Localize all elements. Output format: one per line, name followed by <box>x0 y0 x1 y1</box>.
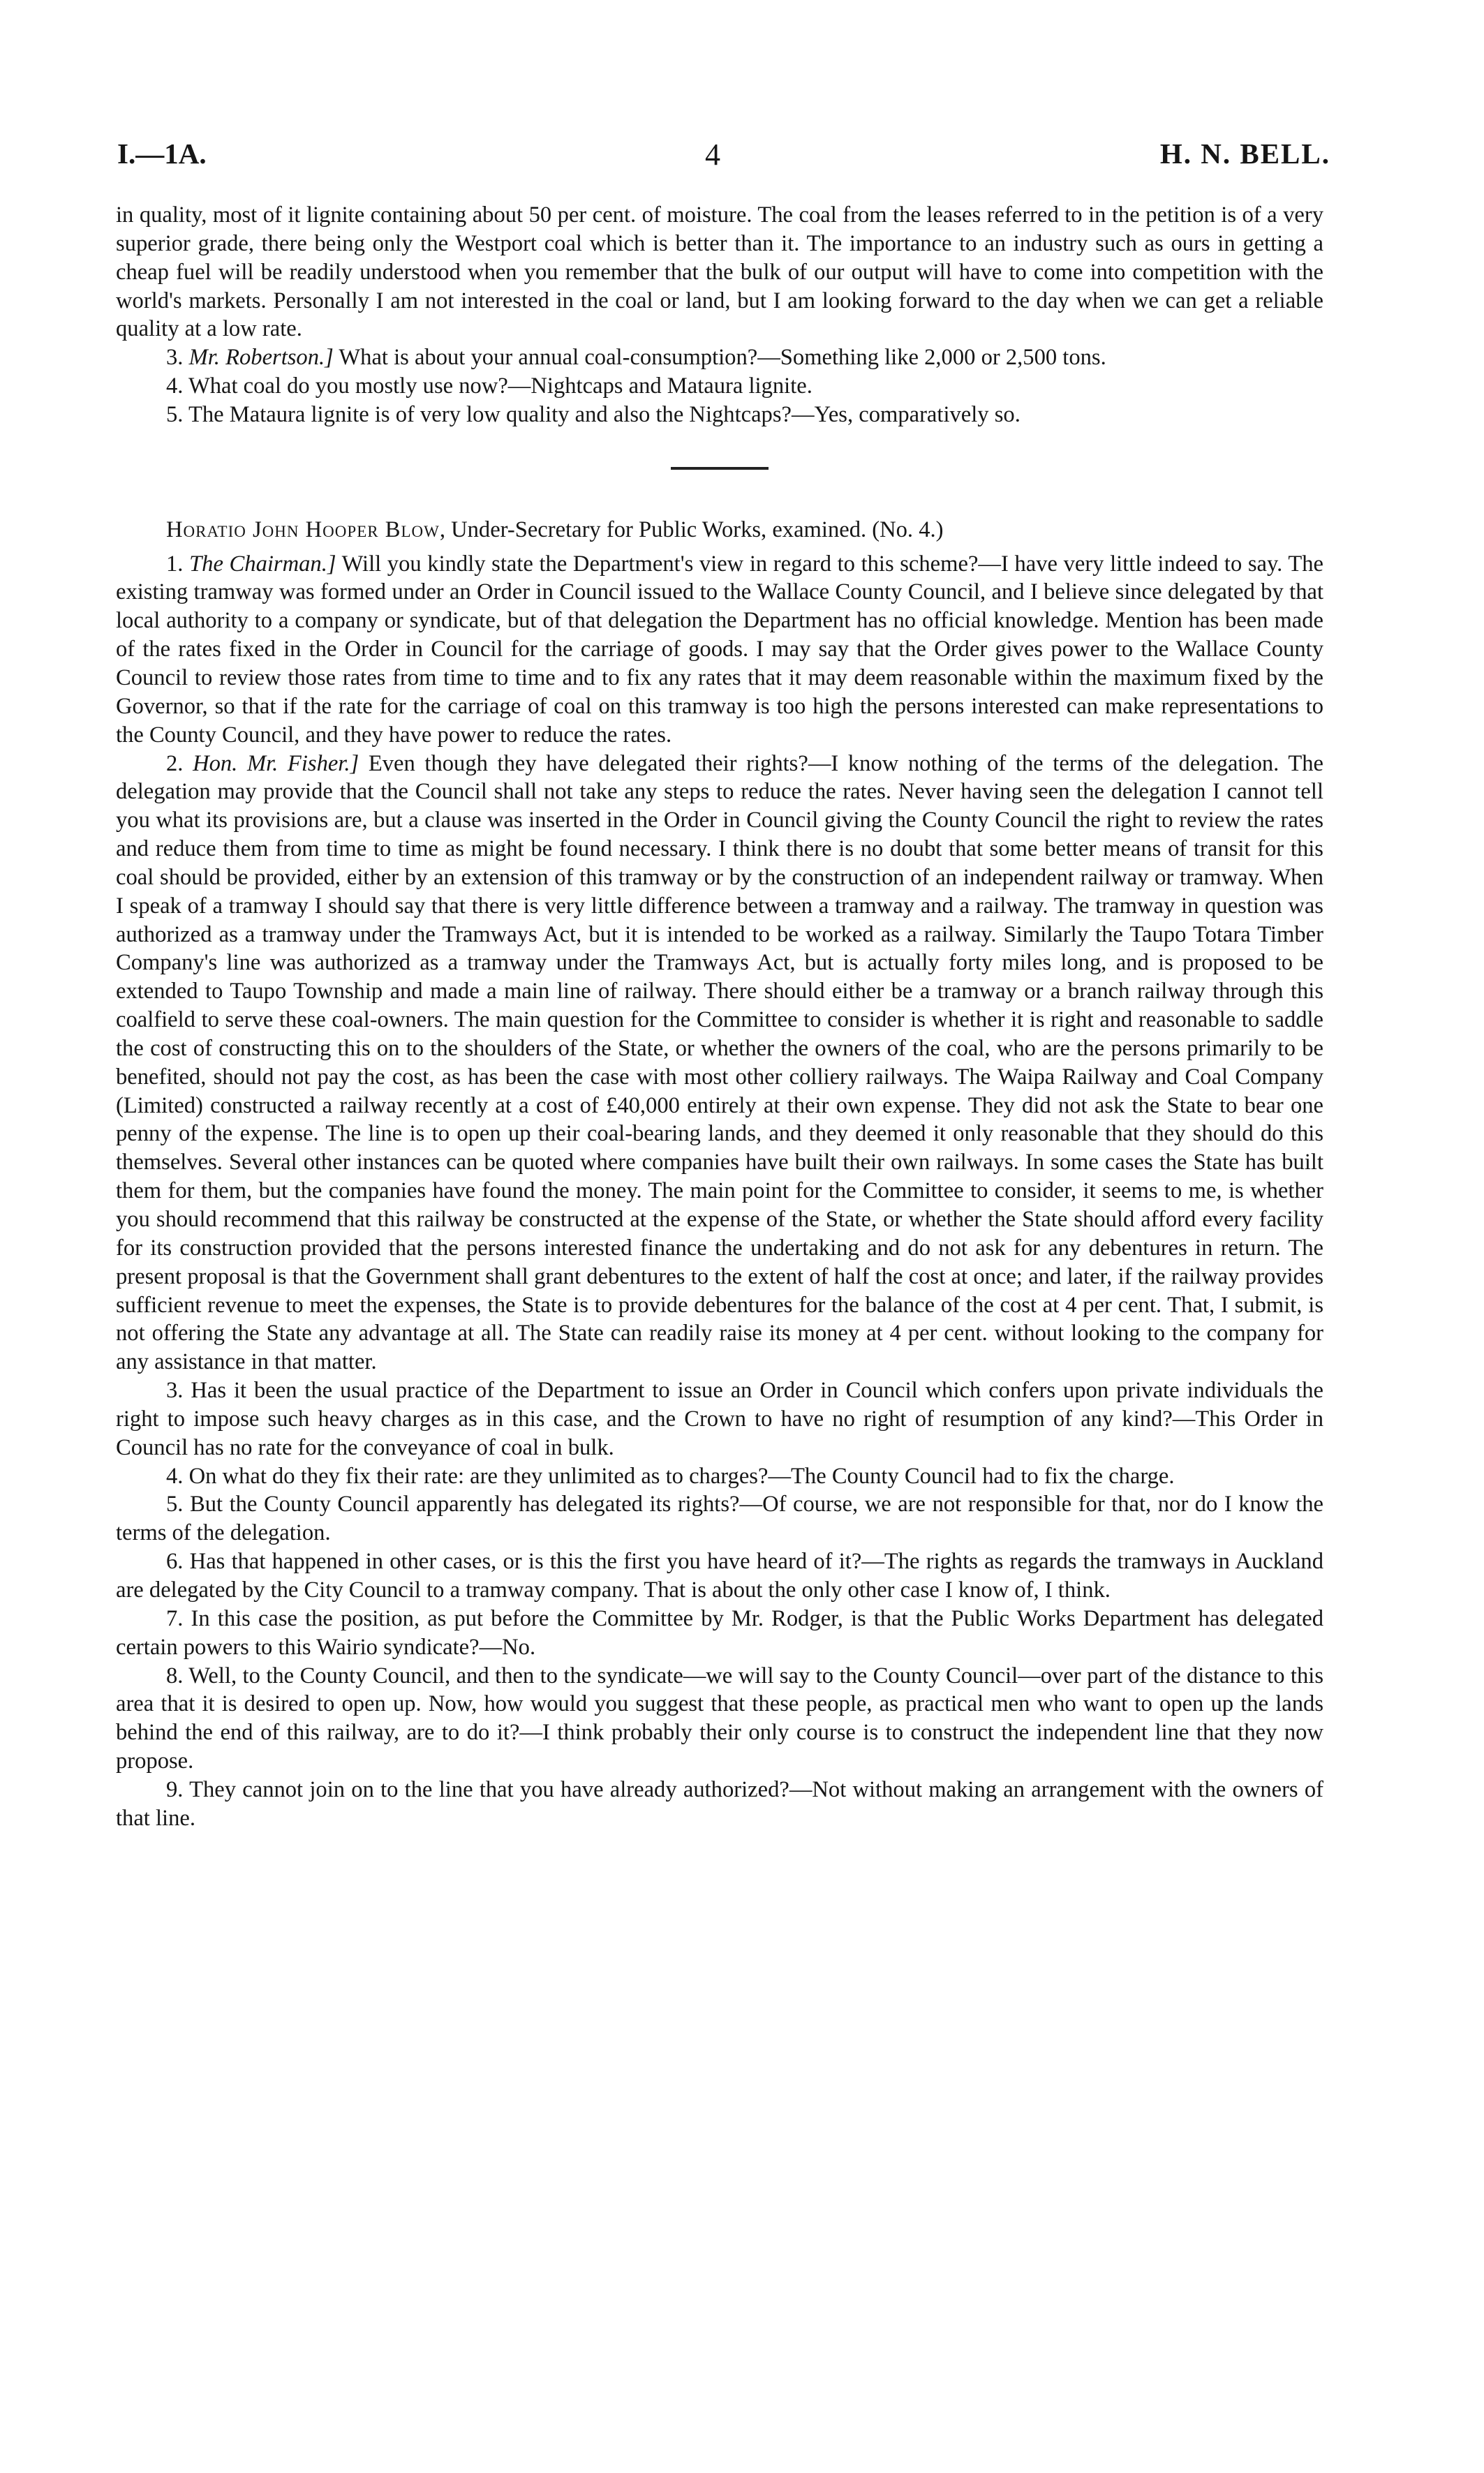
witness-running-head: H. N. BELL. <box>1159 138 1330 170</box>
question-5: 5. The Mataura lignite is of very low quality and also the Nightcaps?—Yes, comparatively so. <box>166 401 1021 427</box>
question-4-blow: 4. On what do they fix their rate: are they unlimited as to charges?—The County Council had to fix the charge. <box>166 1463 1175 1489</box>
question-5-blow: 5. But the County Council apparently has delegated its rights?—Of course, we are not responsible for that, nor do I know the terms of the delegation. <box>116 1492 1323 1546</box>
question-2: 2. Hon. Mr. Fisher.] Even though they have delegated their rights?—I know nothing of the terms of the delegation. The delegation may provide that the Council shall not take any steps to reduce the rates. Never having seen the delegation I cannot tell you what its provisions are, but a clause was inserted in the Order in Council giving the County Council the right to review the rates and reduce them from time to time as might be found necessary. I think there is no doubt that some better means of transit for this coal should be provided, either by an extension of this tramway or by the construction of an independent railway or tramway. When I speak of a tramway I should say that there is very little difference between a tramway and a railway. The tramway in question was authorized as a tramway under the Tramways Act, but it is intended to be worked as a railway. Similarly the Taupo Totara Timber Company's line was authorized as a tramway under the Tramways Act, but is actually forty miles long, and is proposed to be extended to Taupo Township and made a main line of railway. There should either be a tramway or a branch railway through this coalfield to serve these coal-owners. The main question for the Committee to consider is whether it is right and reasonable to saddle the cost of constructing this on to the shoulders of the State, or whether the owners of the coal, who are the persons primarily to be benefited, should not pay the cost, as has been the case with most other colliery railways. The Waipa Railway and Coal Company (Limited) constructed a railway recently at a cost of £40,000 entirely at their own expense. They did not ask the State to bear one penny of the expense. The line is to open up their coal-bearing lands, and they deemed it only reasonable that they should do this themselves. Several other instances can be quoted where companies have built their own railways. In some cases the State has built them for them, but the companies have found the money. The main point for the Committee to consider, it seems to me, is whether you should recommend that this railway be constructed at the expense of the State, or whether the State should afford every facility for its construction provided that the persons interested finance the undertaking and do not ask for any debentures in return. The present proposal is that the Government shall grant debentures to the extent of half the cost at once; and later, if the railway provides sufficient revenue to meet the expenses, the State is to provide debentures for the balance of the cost at 4 per cent. That, I submit, is not offering the State any advantage at all. The State can readily raise its money at 4 per cent. without looking to the company for any assistance in that matter. <box>116 750 1323 1375</box>
continuation-paragraph: in quality, most of it lignite containing about 50 per cent. of moisture. The coal from the leases referred to in the petition is of a very superior grade, there being only the Westport coal which is better than it. The importance to an industry such as ours in getting a cheap fuel will be readily understood when you remember that the bulk of our output will have to come into competition with the world's markets. Personally I am not interested in the coal or land, but I am looking forward to the day when we can get a reliable quality at a low rate. <box>116 202 1323 342</box>
speaker-label: The Chairman.] <box>189 551 336 577</box>
section-divider <box>671 467 769 470</box>
speaker-label: Hon. Mr. Fisher.] <box>193 750 359 776</box>
page-number: 4 <box>705 138 720 172</box>
question-9-blow: 9. They cannot join on to the line that you have already authorized?—Not without making an arrangement with the owners of that line. <box>116 1776 1323 1831</box>
question-3: 3. Mr. Robertson.] What is about your annual coal-consumption?—Something like 2,000 or 2,500 tons. <box>166 345 1106 371</box>
question-8-blow: 8. Well, to the County Council, and then to the syndicate—we will say to the County Council—over part of the distance to this area that it is desired to open up. Now, how would you suggest that these people, as practical men who want to open up the lands behind the end of this railway, are to do it?—I think probably their only course is to construct the independent line that they now propose. <box>116 1663 1323 1774</box>
witness-heading: Horatio John Hooper Blow, Under-Secretary for Public Works, examined. (No. 4.) <box>166 517 944 542</box>
question-3-blow: 3. Has it been the usual practice of the Department to issue an Order in Council which confers upon private individuals the right to impose such heavy charges as in this case, and the Crown to have no right of resumption of any kind?—This Order in Council has no rate for the conveyance of coal in bulk. <box>116 1378 1323 1460</box>
paper-reference: I.—1A. <box>117 138 207 170</box>
question-6-blow: 6. Has that happened in other cases, or is this the first you have heard of it?—The rights as regards the tramways in Auckland are delegated by the City Council to a tramway company. That is about the only other case I know of, I think. <box>116 1549 1323 1603</box>
page-body <box>116 201 1323 1833</box>
speaker-label: Mr. Robertson.] <box>188 345 334 371</box>
question-7-blow: 7. In this case the position, as put before the Committee by Mr. Rodger, is that the Public Works Department has delegated certain powers to this Wairio syndicate?—No. <box>116 1605 1323 1660</box>
page-header <box>0 137 1484 179</box>
question-1: 1. The Chairman.] Will you kindly state the Department's view in regard to this scheme?—I have very little indeed to say. The existing tramway was formed under an Order in Council issued to the Wallace County Council, and I believe since delegated by that local authority to a company or syndicate, but of that delegation the Department has no official knowledge. Mention has been made of the rates fixed in the Order in Council for the carriage of goods. I may say that the Order gives power to the Wallace County Council to review those rates from time to time and to fix any rates that it may deem reasonable within the maximum fixed by the Governor, so that if the rate for the carriage of coal on this tramway is too high the persons interested can make representations to the County Council, and they have power to reduce the rates. <box>116 551 1323 748</box>
witness-name: Horatio John Hooper Blow <box>166 517 440 542</box>
question-4: 4. What coal do you mostly use now?—Nightcaps and Mataura lignite. <box>166 373 813 399</box>
